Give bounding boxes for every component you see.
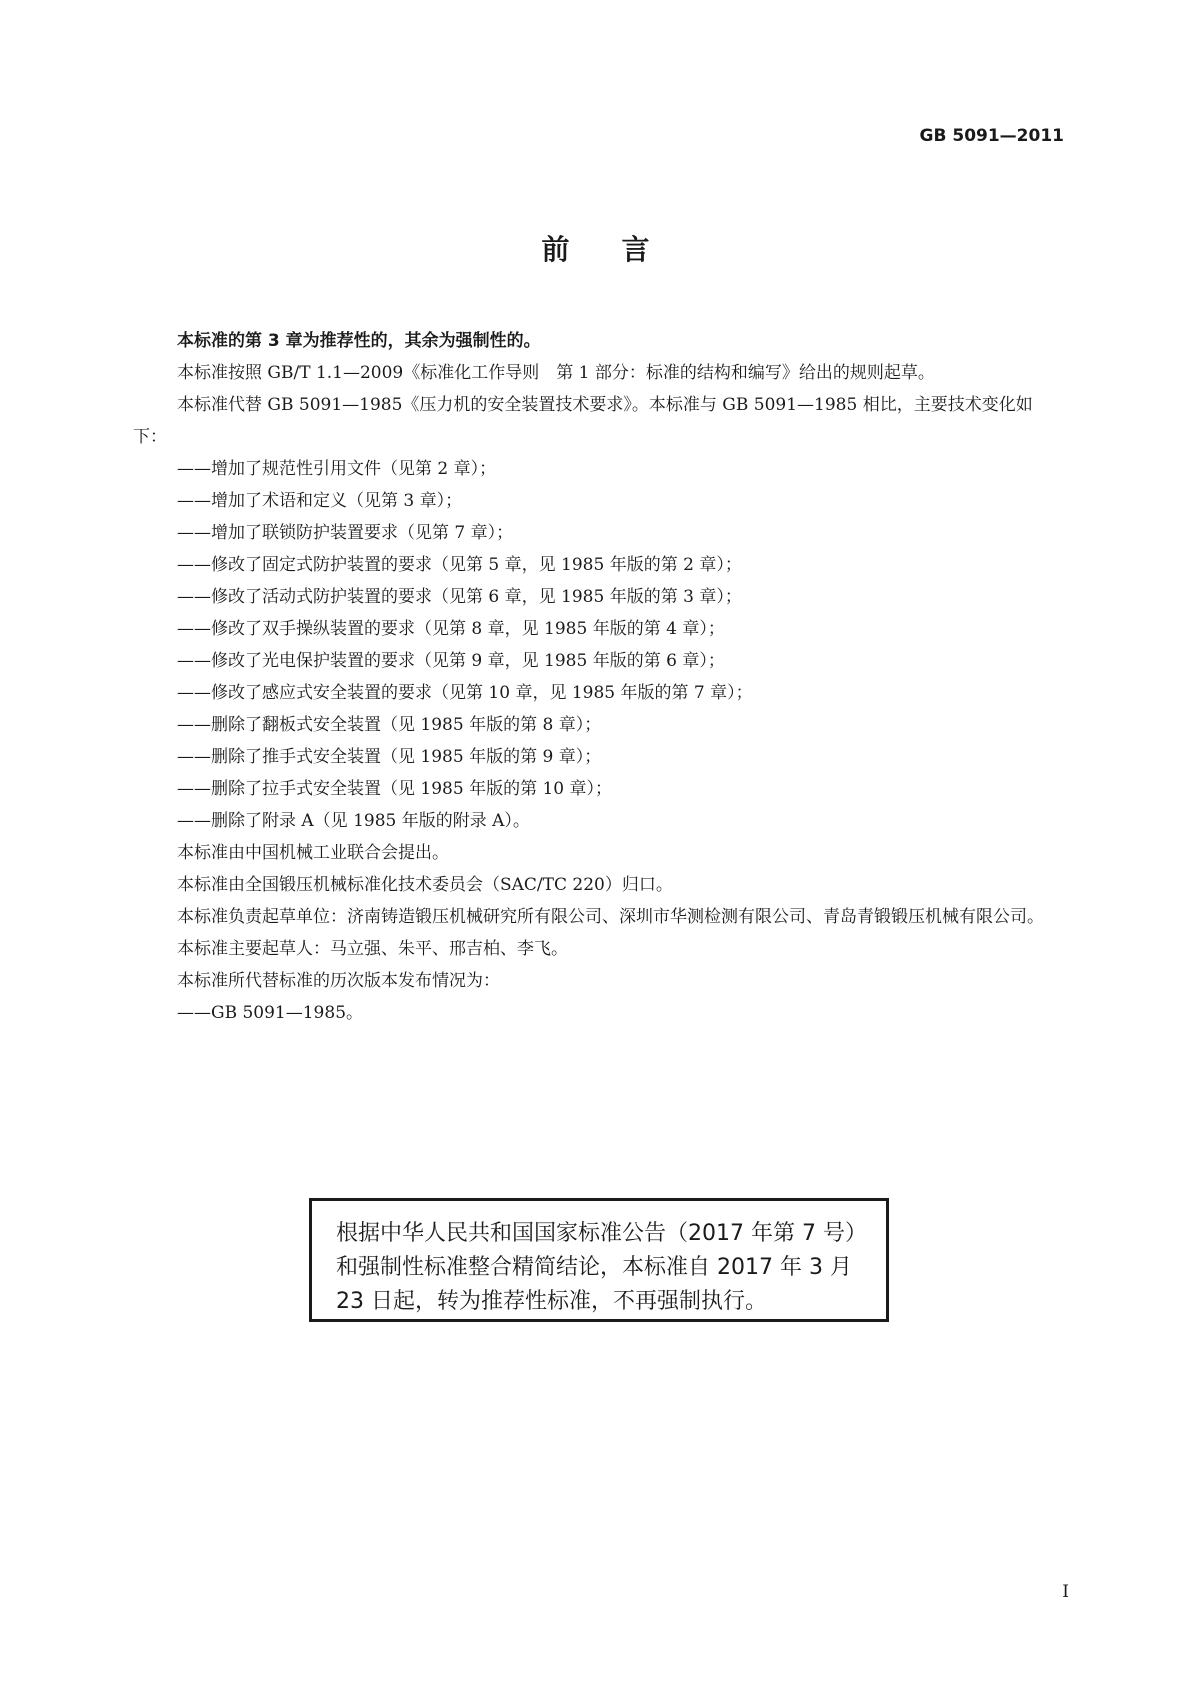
change-item: ——增加了术语和定义（见第 3 章）； [177,491,463,511]
paragraph-committee: 本标准由全国锻压机械标准化技术委员会（SAC/TC 220）归口。 [177,875,673,895]
change-item: ——修改了光电保护装置的要求（见第 9 章，见 1985 年版的第 6 章）； [177,651,725,671]
change-item: ——删除了附录 A（见 1985 年版的附录 A）。 [177,811,530,831]
change-item: ——删除了翻板式安全装置（见 1985 年版的第 8 章）； [177,715,602,735]
notice-box: 根据中华人民共和国国家标准公告（2017 年第 7 号）和强制性标准整合精简结论，本标准自 2017 年 3 月 23 日起，转为推荐性标准，不再强制执行。 [309,1198,889,1322]
change-item: ——删除了拉手式安全装置（见 1985 年版的第 10 章）； [177,779,613,799]
change-item: ——增加了联锁防护装置要求（见第 7 章）； [177,523,514,543]
paragraph-mandatory-note: 本标准的第 3 章为推荐性的，其余为强制性的。 [177,331,541,351]
paragraph-history-intro: 本标准所代替标准的历次版本发布情况为： [177,971,500,991]
page-title: 前言 [541,233,702,266]
history-item: ——GB 5091—1985。 [177,1003,364,1023]
paragraph-drafters: 本标准主要起草人：马立强、朱平、邢吉柏、李飞。 [177,939,568,959]
change-item: ——修改了活动式防护装置的要求（见第 6 章，见 1985 年版的第 3 章）； [177,587,742,607]
paragraph-drafting-rules: 本标准按照 GB/T 1.1—2009《标准化工作导则 第 1 部分：标准的结构和编写》给出的规则起草。 [177,363,935,383]
change-item: ——修改了感应式安全装置的要求（见第 10 章，见 1985 年版的第 7 章）； [177,683,753,703]
paragraph-drafting-units: 本标准负责起草单位：济南铸造锻压机械研究所有限公司、深圳市华测检测有限公司、青岛青锻锻压机械有限公司。 [177,907,1044,927]
foreword-body [133,325,1061,1029]
page-number: I [1062,1582,1069,1602]
paragraph-proposer: 本标准由中国机械工业联合会提出。 [177,843,449,863]
change-item: ——增加了规范性引用文件（见第 2 章）； [177,459,497,479]
change-item: ——修改了双手操纵装置的要求（见第 8 章，见 1985 年版的第 4 章）； [177,619,725,639]
change-item: ——删除了推手式安全装置（见 1985 年版的第 9 章）； [177,747,602,767]
change-item: ——修改了固定式防护装置的要求（见第 5 章，见 1985 年版的第 2 章）； [177,555,742,575]
paragraph-replaces: 本标准代替 GB 5091—1985《压力机的安全装置技术要求》。本标准与 GB 5091—1985 相比，主要技术变化如下： [133,395,1033,447]
standard-code: GB 5091—2011 [919,126,1064,146]
